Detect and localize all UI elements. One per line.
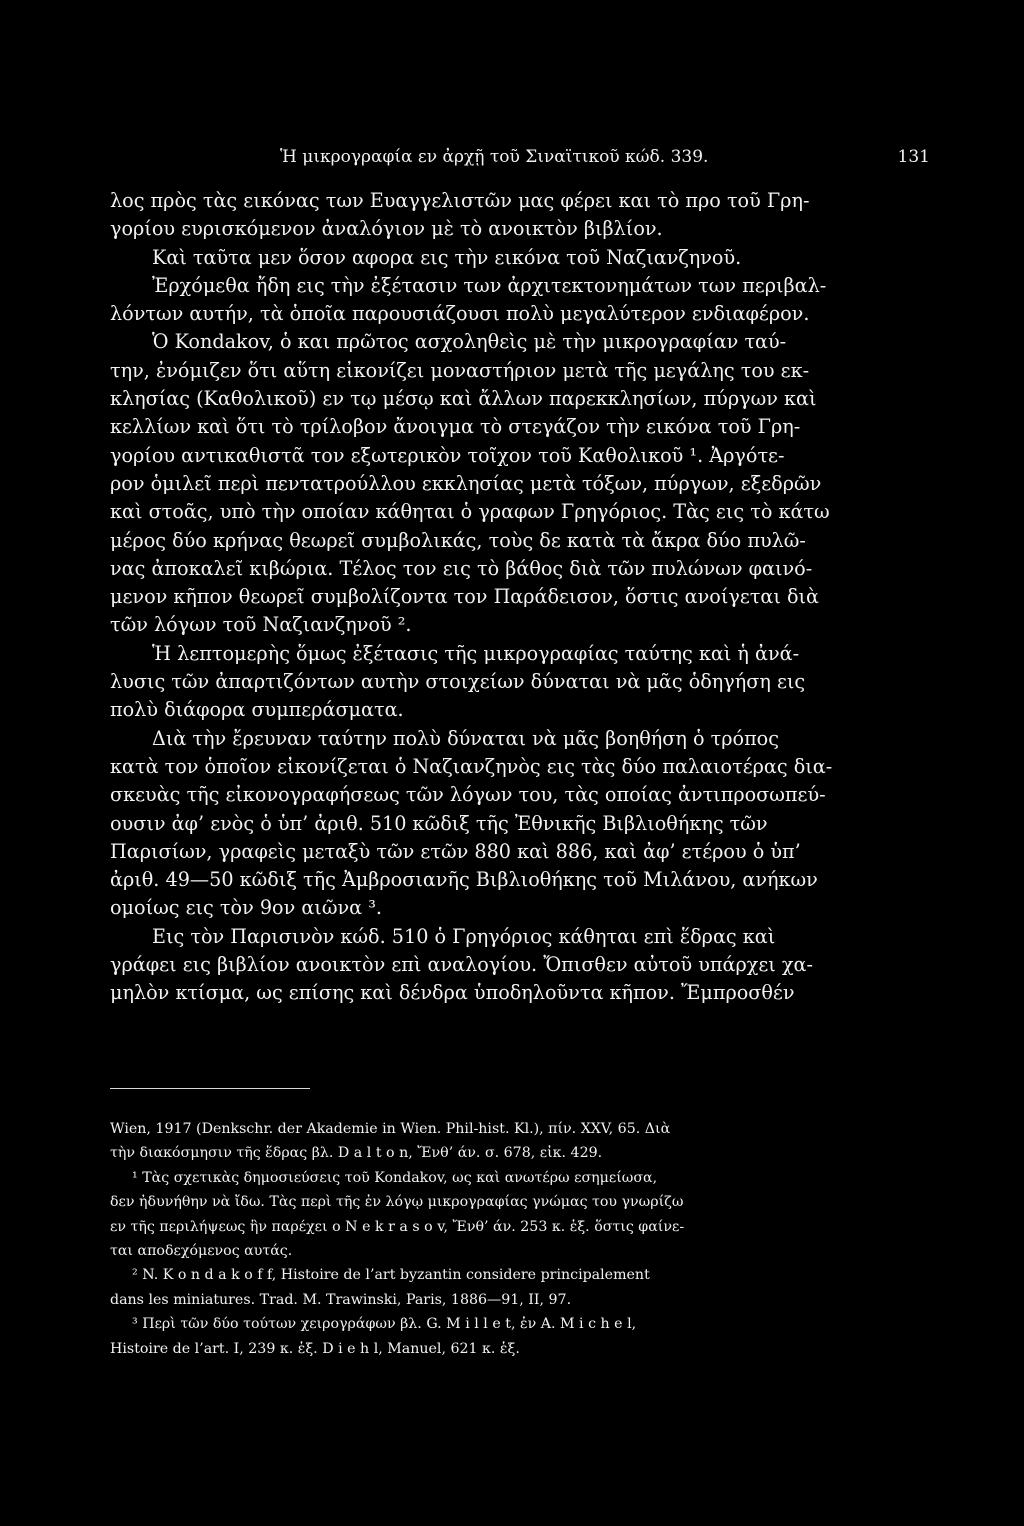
text-line: κλησίας (Καθολικοῦ) εν τῳ μέσῳ καὶ ἄλλων παρεκκλησίων, πύργων καὶ xyxy=(110,387,817,411)
text-line: Διὰ τὴν ἔρευναν ταύτην πολὺ δύναται νὰ μᾶς βοηθήση ὁ τρόπος xyxy=(152,726,779,750)
text-line: Ἡ λεπτομερὴς ὅμως ἐξέτασις τῆς μικρογραφίας ταύτης καὶ ἡ ἀνά- xyxy=(152,641,800,665)
text-line: ομοίως εις τὸν 9ον αιῶνα ³. xyxy=(110,896,382,920)
footnote-line: ¹ Τὰς σχετικὰς δημοσιεύσεις τοῦ Kondakov, ως καὶ ανωτέρω εσημείωσα, xyxy=(132,1169,658,1186)
text-line: γορίου αντικαθιστᾶ τον εξωτερικὸν τοῖχον τοῦ Καθολικοῦ ¹. Ἀργότε- xyxy=(110,443,785,467)
footnotes xyxy=(110,1117,930,1361)
text-line: λόντων αυτήν, τὰ ὁποῖα παρουσιάζουσι πολὺ μεγαλύτερον ενδιαφέρον. xyxy=(110,302,810,326)
page-number: 131 xyxy=(897,147,930,167)
text-line: λος πρὸς τὰς εικόνας των Ευαγγελιστῶν μας φέρει και τὸ προ τοῦ Γρη- xyxy=(110,189,810,212)
text-line: Παρισίων, γραφεὶς μεταξὺ τῶν ετῶν 880 καὶ 886, καὶ ἀφ’ ετέρου ὁ ὑπ’ xyxy=(110,839,801,863)
text-line: την, ἐνόμιζεν ὅτι αὕτη εἰκονίζει μοναστήριον μετὰ τῆς μεγάλης του εκ- xyxy=(110,358,810,382)
text-line: γορίου ευρισκόμενον ἀναλόγιον μὲ τὸ ανοικτὸν βιβλίον. xyxy=(110,217,663,241)
footnote-line: τὴν διακόσμησιν τῆς ἕδρας βλ. D a l t o n, Ἔνθ’ άν. σ. 678, εἰκ. 429. xyxy=(110,1145,603,1162)
footnote-line: Histoire de l’art. I, 239 κ. ἑξ. D i e h l, Manuel, 621 κ. ἑξ. xyxy=(110,1340,520,1357)
text-line: μηλὸν κτίσμα, ως επίσης καὶ δένδρα ὑποδηλοῦντα κῆπον. Ἔμπροσθέν xyxy=(110,981,795,1005)
text-line: Καὶ ταῦτα μεν ὅσον αφορα εις τὴν εικόνα τοῦ Ναζιανζηνοῦ. xyxy=(152,245,742,269)
text-line: κελλίων καὶ ὅτι τὸ τρίλοβον ἄνοιγμα τὸ στεγάζον τὴν εικόνα τοῦ Γρη- xyxy=(110,415,801,439)
text-line: Ἐρχόμεθα ἤδη εις τὴν ἐξέτασιν των ἀρχιτεκτονημάτων των περιβαλ- xyxy=(152,273,827,297)
footnote-separator xyxy=(110,1088,310,1089)
text-line: ουσιν ἀφ’ ενὸς ὁ ὑπ’ ἀριθ. 510 κῶδιξ τῆς Ἐθνικῆς Βιβλιοθήκης τῶν xyxy=(110,811,768,835)
text-line: λυσις τῶν ἀπαρτιζόντων αυτὴν στοιχείων δύναται νὰ μᾶς ὁδηγήση εις xyxy=(110,670,806,694)
text-line: μενον κῆπον θεωρεῖ συμβολίζοντα τον Παράδεισον, ὅστις ανοίγεται διὰ xyxy=(110,585,819,609)
footnote-line: Wien, 1917 (Denkschr. der Akademie in Wien. Phil-hist. Kl.), πίν. XXV, 65. Διὰ xyxy=(110,1121,671,1137)
text-line: μέρος δύο κρήνας θεωρεῖ συμβολικάς, τοὺς δε κατὰ τὰ ἄκρα δύο πυλῶ- xyxy=(110,528,806,552)
footnote-line: ³ Περὶ τῶν δύο τούτων χειρογράφων βλ. G. M i l l e t, ἐν A. M i c h e l, xyxy=(132,1316,637,1333)
footnote-line: dans les miniatures. Trad. M. Trawinski, Paris, 1886—91, II, 97. xyxy=(110,1291,572,1308)
text-line: τῶν λόγων τοῦ Ναζιανζηνοῦ ². xyxy=(110,613,412,637)
footnote-line: δεν ἠδυνήθην νὰ ἴδω. Τὰς περὶ τῆς ἐν λόγῳ μικρογραφίας γνώμας του γνωρίζω xyxy=(110,1194,684,1211)
footnote-line: εν τῆς περιλήψεως ἣν παρέχει ο N e k r a s o v, Ἔνθ’ άν. 253 κ. ἑξ. ὅστις φαίνε- xyxy=(110,1218,685,1235)
text-line: Ὁ Kondakov, ὁ και πρῶτος ασχοληθεὶς μὲ τὴν μικρογραφίαν ταύ- xyxy=(152,330,787,354)
footnote-line: ται αποδεχόμενος αυτάς. xyxy=(110,1242,293,1259)
text-line: νας ἀποκαλεῖ κιβώρια. Τέλος τον εις τὸ βάθος διὰ τῶν πυλώνων φαινό- xyxy=(110,556,813,580)
main-text xyxy=(110,187,930,1008)
footnote-line: ² N. K o n d a k o f f, Histoire de l’art byzantin considere principalement xyxy=(132,1267,650,1284)
text-line: γράφει εις βιβλίον ανοικτὸν επὶ αναλογίου. Ὄπισθεν αὐτοῦ υπάρχει χα- xyxy=(110,953,813,977)
running-title: Ἡ μικρογραφία εν ἀρχῇ τοῦ Σιναϊτικοῦ κώδ. 339. xyxy=(280,147,709,167)
text-line: ἀριθ. 49—50 κῶδιξ τῆς Ἀμβροσιανῆς Βιβλιοθήκης τοῦ Μιλάνου, ανήκων xyxy=(110,868,818,892)
text-line: σκευὰς τῆς εἰκονογραφήσεως τῶν λόγων του, τὰς οποίας ἀντιπροσωπεύ- xyxy=(110,783,826,807)
page-header xyxy=(110,147,930,177)
text-line: καὶ στοᾶς, υπὸ τὴν οποίαν κάθηται ὁ γραφων Γρηγόριος. Τὰς εις τὸ κάτω xyxy=(110,500,830,524)
text-line: ρον ὁμιλεῖ περὶ πεντατρούλλου εκκλησίας μετὰ τόξων, πύργων, εξεδρῶν xyxy=(110,471,822,495)
text-line: κατὰ τον ὁποῖον εἰκονίζεται ὁ Ναζιανζηνὸς εις τὰς δύο παλαιοτέρας δια- xyxy=(110,754,833,778)
text-line: Εις τὸν Παρισινὸν κώδ. 510 ὁ Γρηγόριος κάθηται επὶ ἕδρας καὶ xyxy=(152,924,776,948)
text-line: πολὺ διάφορα συμπεράσματα. xyxy=(110,698,404,722)
